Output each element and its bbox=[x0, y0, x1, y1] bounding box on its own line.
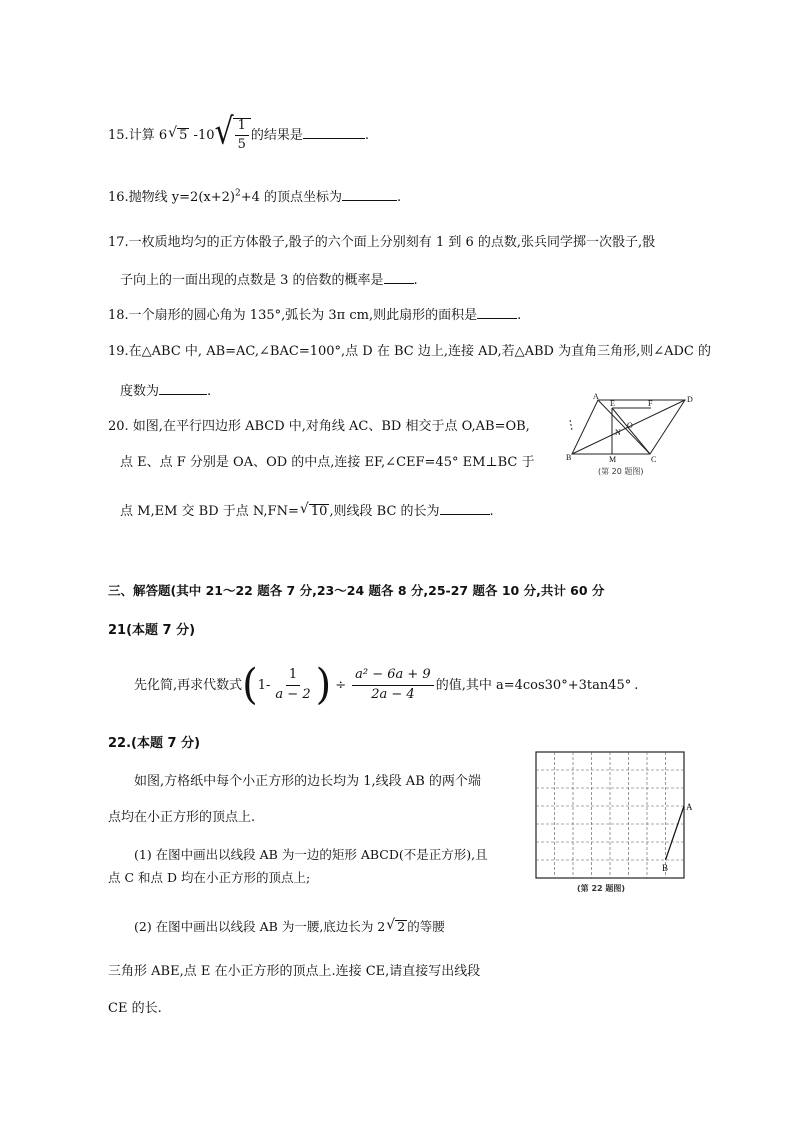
q16-answer-blank[interactable] bbox=[342, 188, 397, 201]
question-19-line1: 19.在△ABC 中, AB=AC,∠BAC=100°,点 D 在 BC 边上,连接 AD,若△ABD 为直角三角形,则∠ADC 的 bbox=[108, 344, 712, 359]
label-E: E bbox=[610, 399, 615, 408]
q20-answer-blank[interactable] bbox=[440, 502, 490, 515]
question-20-line3: 点 M,EM 交 BD 于点 N,FN=√ 10 ,则线段 BC 的长为 . bbox=[120, 502, 494, 518]
q16-suffix: +4 的顶点坐标为 bbox=[240, 190, 342, 205]
q18-answer-blank[interactable] bbox=[477, 306, 517, 319]
q22-p1: 如图,方格纸中每个小正方形的边长均为 1,线段 AB 的两个端 bbox=[134, 774, 481, 789]
q22-grid-figure bbox=[532, 748, 692, 898]
question-17-line1: 17.一枚质地均匀的正方体骰子,骰子的六个面上分别刻有 1 到 6 的点数,张兵同学掷一次骰子,骰 bbox=[108, 235, 656, 250]
label-D: D bbox=[687, 395, 693, 404]
label-A: A bbox=[593, 392, 599, 401]
question-19-line2: 度数为 . bbox=[120, 384, 212, 399]
question-15: 15.计算 6√ 5 -10 √ $\frac{1}{5}$ 的结果是 . bbox=[108, 118, 369, 153]
q15-coef: 6 bbox=[158, 127, 168, 143]
q22-p3: (1) 在图中画出以线段 AB 为一边的矩形 ABCD(不是正方形),且 bbox=[134, 847, 488, 862]
q15-number: 15. bbox=[108, 127, 129, 143]
q20-figure bbox=[560, 390, 700, 480]
q22-p4: 点 C 和点 D 均在小正方形的顶点上; bbox=[108, 870, 311, 885]
q22-p7: CE 的长. bbox=[108, 1001, 162, 1016]
q15-answer-blank[interactable] bbox=[303, 126, 365, 139]
question-18: 18.一个扇形的圆心角为 135°,弧长为 3π cm,则此扇形的面积是 . bbox=[108, 308, 522, 323]
q15-sqrt: √ 5 bbox=[168, 128, 189, 142]
question-20-line1: 20. 如图,在平行四边形 ABCD 中,对角线 AC、BD 相交于点 O,AB=OB, bbox=[108, 419, 530, 434]
q21-fraction-1: $\frac{1}{a - 2}$ bbox=[275, 667, 311, 702]
label-O: O bbox=[627, 421, 633, 430]
label-C: C bbox=[651, 455, 657, 464]
label-a: A bbox=[686, 802, 692, 812]
q20-sqrt: √ 10 bbox=[300, 504, 330, 518]
label-b: B bbox=[662, 863, 669, 873]
q22-p6: 三角形 ABE,点 E 在小正方形的顶点上.连接 CE,请直接写出线段 bbox=[108, 964, 481, 979]
q22-p5: (2) 在图中画出以线段 AB 为一腰,底边长为 2√ 2 的等腰 bbox=[134, 920, 445, 934]
q15-suffix: 的结果是 bbox=[250, 127, 303, 143]
section-3-title: 三、解答题(其中 21～22 题各 7 分,23～24 题各 8 分,25-27 题各 10 分,共计 60 分 bbox=[108, 583, 605, 598]
q15-prefix: 计算 bbox=[128, 127, 155, 143]
q16-exponent: 2 bbox=[234, 188, 241, 199]
q21-expression: 先化简,再求代数式 ( 1- $\frac{1}{a - 2}$ ) ÷ $\frac{\text{a² − 6a + 9}}{2a - 4}$ 的值,其中 a=4cos30°+3tan45° . bbox=[134, 660, 639, 710]
q21-fraction-2: $\frac{\text{a² − 6a + 9}}{2a - 4}$ bbox=[352, 668, 434, 702]
question-17-line2: 子向上的一面出现的点数是 3 的倍数的概率是 . bbox=[120, 273, 418, 288]
q16-prefix: 16.抛物线 y=2(x+2) bbox=[108, 190, 235, 205]
label-M: M bbox=[609, 455, 617, 464]
q22-title: 22.(本题 7 分) bbox=[108, 736, 201, 751]
question-20-line2: 点 E、点 F 分别是 OA、OD 的中点,连接 EF,∠CEF=45° EM⊥BC 于 bbox=[120, 455, 535, 470]
segment-ab bbox=[666, 806, 685, 860]
q22-sqrt: √ 2 bbox=[386, 920, 407, 934]
question-16: 16.抛物线 $y=2(x+2)^2+4$ 的顶点坐标为 . bbox=[108, 188, 402, 205]
label-B: B bbox=[566, 453, 572, 462]
q22-p2: 点均在小正方形的顶点上. bbox=[108, 810, 256, 825]
q17-answer-blank[interactable] bbox=[384, 271, 414, 284]
label-N: N bbox=[615, 428, 621, 437]
q15-minus: -10 bbox=[193, 127, 215, 143]
q20-caption: (第 20 题图) bbox=[598, 467, 644, 476]
q22-caption: (第 22 题图) bbox=[577, 884, 626, 893]
q19-answer-blank[interactable] bbox=[159, 382, 207, 395]
label-F: F bbox=[648, 399, 653, 408]
q21-title: 21(本题 7 分) bbox=[108, 623, 196, 638]
q15-bigsqrt: √ $\frac{1}{5}$ bbox=[214, 118, 250, 153]
